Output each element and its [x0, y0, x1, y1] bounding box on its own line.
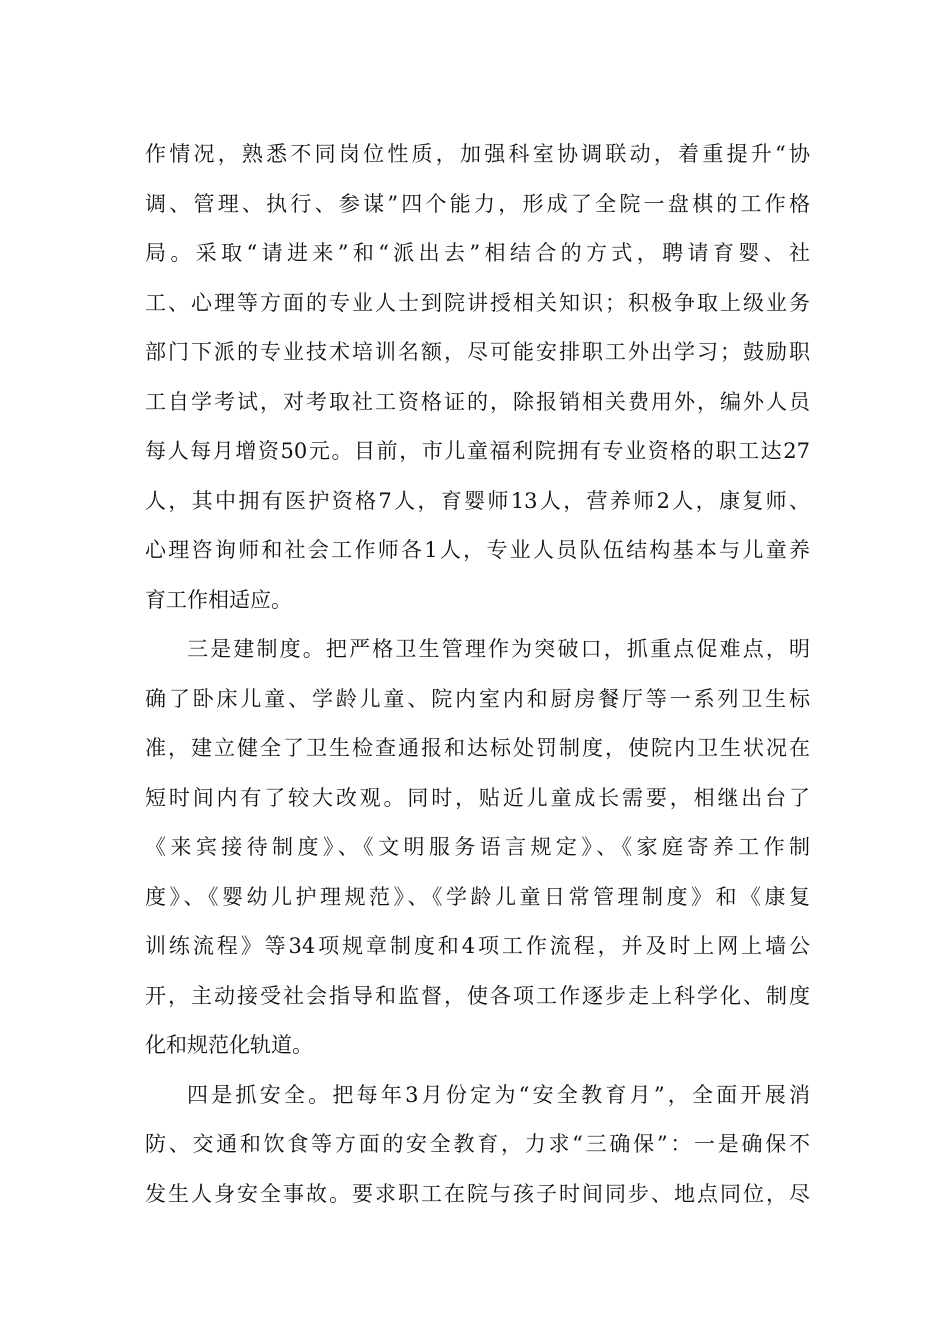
text-line: 度》、《婴幼儿护理规范》、《学龄儿童日常管理制度》和《康复 [145, 884, 810, 909]
paragraph-start-line: 四是抓安全。把每年3月份定为“安全教育月”，全面开展消 [187, 1082, 810, 1107]
body-text [145, 130, 810, 1219]
text-line: 化和规范化轨道。 [145, 1033, 313, 1057]
text-line: 局。采取“请进来”和“派出去”相结合的方式，聘请育婴、社 [145, 241, 810, 265]
text-line: 确了卧床儿童、学龄儿童、院内室内和厨房餐厅等一系列卫生标 [145, 686, 810, 711]
text-line: 开，主动接受社会指导和监督，使各项工作逐步走上科学化、制度 [145, 983, 810, 1008]
paragraph-start-line: 三是建制度。把严格卫生管理作为突破口，抓重点促难点，明 [187, 637, 810, 661]
text-line: 短时间内有了较大改观。同时，贴近儿童成长需要，相继出台了 [145, 785, 810, 810]
text-line: 《来宾接待制度》、《文明服务语言规定》、《家庭寄养工作制 [145, 835, 810, 859]
text-line: 防、交通和饮食等方面的安全教育，力求“三确保”：一是确保不 [145, 1132, 810, 1156]
text-line: 作情况，熟悉不同岗位性质，加强科室协调联动，着重提升“协 [145, 142, 810, 166]
text-line: 准，建立健全了卫生检查通报和达标处罚制度，使院内卫生状况在 [145, 736, 810, 760]
text-line: 部门下派的专业技术培训名额，尽可能安排职工外出学习；鼓励职 [145, 340, 810, 364]
text-line: 育工作相适应。 [145, 587, 292, 612]
text-line: 训练流程》等34项规章制度和4项工作流程，并及时上网上墙公 [145, 934, 810, 958]
text-line: 工、心理等方面的专业人士到院讲授相关知识；积极争取上级业务 [145, 290, 810, 315]
text-line: 人，其中拥有医护资格7人，育婴师13人，营养师2人，康复师、 [145, 488, 810, 513]
text-line: 发生人身安全事故。要求职工在院与孩子时间同步、地点同位，尽 [145, 1181, 810, 1206]
text-line: 心理咨询师和社会工作师各1人，专业人员队伍结构基本与儿童养 [145, 538, 810, 562]
text-line: 工自学考试，对考取社工资格证的，除报销相关费用外，编外人员 [145, 389, 810, 414]
text-line: 调、管理、执行、参谋”四个能力，形成了全院一盘棋的工作格 [145, 191, 810, 216]
text-line: 每人每月增资50元。目前，市儿童福利院拥有专业资格的职工达27 [145, 439, 810, 463]
